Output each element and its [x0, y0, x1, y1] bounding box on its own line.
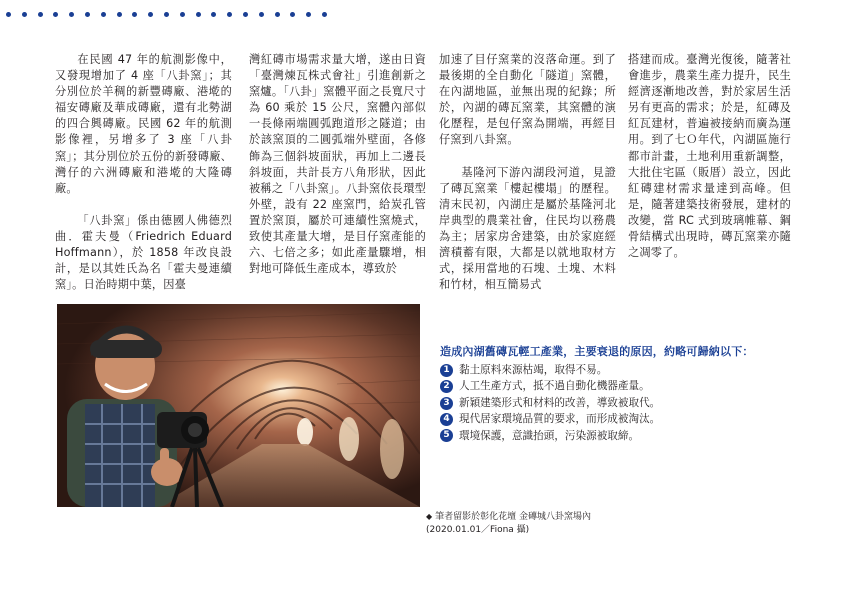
list-item [440, 362, 800, 378]
decorative-dot [211, 12, 216, 17]
caption-text: 筆者留影於彰化花壇 金磚城八卦窯場內(2020.01.01／Fiona 攝) [426, 512, 592, 535]
paragraph: 灣紅磚市場需求量大增，遂由日資「臺灣煉瓦株式會社」引進創新之窯爐。「八卦」窯體平面之長寬尺寸為 60 乘於 15 公尺，窯體內部似一長條兩端圓弧跑道形之隧道；由於該窯頂的二圓弧端外壁面，各修飾為三個斜坡面狀，再加上二邊長斜坡面，共計長方八角形狀，因此被稱之「八卦窯」。八卦窯依長環型外壁，設有 22 座窯門，給炭孔管置於窯頂，屬於可連續性窯燒式，致使其產量大增，是目仔窯產能的六、七倍之多；如此產量驟增，相對地可降低生產成本，導致於 [249, 53, 426, 276]
decorative-dot [290, 12, 295, 17]
article-column-3 [439, 52, 616, 293]
decorative-dot [132, 12, 137, 17]
reason-text: 現代居家環境品質的要求，而形成被淘汰。 [459, 413, 661, 426]
decorative-dot [69, 12, 74, 17]
list-item [440, 395, 800, 411]
decorative-dot [306, 12, 311, 17]
decorative-dot [38, 12, 43, 17]
decorative-dot [6, 12, 11, 17]
decorative-dot [148, 12, 153, 17]
paragraph: 基隆河下游內湖段河道，見證了磚瓦窯業「樓起樓塌」的歷程。清末民初，內湖庄是屬於基隆河北岸典型的農業社會，住民均以務農為主；居家房舍建築，由於家庭經濟積蓄有限，大都是以就地取材方式，採用當地的石塊、土塊、木料和竹材，相互簡易式 [439, 165, 616, 292]
number-badge-icon: 2 [440, 380, 453, 393]
reason-text: 人工生產方式，抵不過自動化機器產量。 [459, 380, 650, 393]
reason-text: 黏土原料來源枯竭，取得不易。 [459, 364, 608, 376]
caption-diamond-icon: ◆ [426, 512, 433, 521]
reason-text: 環境保護，意識抬頭，污染源被取締。 [459, 429, 640, 442]
decline-reasons-box [440, 343, 800, 444]
decorative-dot [180, 12, 185, 17]
reasons-list [440, 362, 800, 444]
decorative-dot [243, 12, 248, 17]
decorative-dot [101, 12, 106, 17]
reason-text: 新穎建築形式和材料的改善，導致被取代。 [459, 396, 661, 409]
number-badge-icon: 5 [440, 429, 453, 442]
article-column-4 [628, 52, 791, 261]
decorative-dot [275, 12, 280, 17]
decorative-dot [227, 12, 232, 17]
decorative-dot [196, 12, 201, 17]
decorative-dot [22, 12, 27, 17]
kiln-tunnel-photo [57, 304, 420, 507]
reasons-heading: 造成內湖舊磚瓦輕工產業，主要衰退的原因，約略可歸納以下： [440, 345, 754, 358]
decorative-dot [259, 12, 264, 17]
decorative-dot [85, 12, 90, 17]
number-badge-icon: 3 [440, 397, 453, 410]
list-item [440, 378, 800, 394]
article-column-2 [249, 52, 426, 277]
decorative-dot [164, 12, 169, 17]
paragraph: 搭建而成。臺灣光復後，隨著社會進步，農業生產力提升，民生經濟逐漸地改善，對於家居生活另有更高的需求；於是，紅磚及紅瓦建材，普遍被接納而廣為運用。到了七Ｏ年代，內湖區施行都市計畫，土地利用重新調整，大批住宅區（販厝）設立，因此紅磚建材需求量達到高峰。但是，隨著建築技術發展，建材的改變，當 RC 式到玻璃帷幕、鋼骨結構式出現時，磚瓦窯業亦隨之凋零了。 [628, 53, 791, 260]
decorative-dot-border [6, 12, 336, 22]
decorative-dot [117, 12, 122, 17]
photo-caption [426, 510, 626, 537]
list-item [440, 411, 800, 427]
paragraph: 加速了目仔窯業的沒落命運。到了最後期的全自動化「隧道」窯體，在內湖地區，並無出現的紀錄；所於，內湖的磚瓦窯業，其窯體的演化歷程，是包仔窯為開端，再經目仔窯到八卦窯。 [439, 53, 616, 147]
list-item [440, 428, 800, 444]
number-badge-icon: 1 [440, 364, 453, 377]
paragraph: 在民國 47 年的航測影像中，又發現增加了 4 座「八卦窯」；其分別位於羊稠的新豐磚廠、港墘的福安磚廠及華成磚廠，還有北勢湖的四合興磚廠。民國 62 年的航測影像裡，另增多了 3 座「八卦窯」；其分別位於五份的新發磚廠、灣仔的六洲磚廠和港墘的大隆磚廠。 [55, 53, 232, 195]
number-badge-icon: 4 [440, 413, 453, 426]
decorative-dot [322, 12, 327, 17]
article-column-1 [55, 52, 232, 293]
paragraph: 「八卦窯」係由德國人佛德烈曲．霍夫曼（Friedrich Eduard Hoffmann），於 1858 年改良設計，是以其姓氏為名「霍夫曼連續窯」。日治時期中葉，因臺 [55, 213, 232, 292]
decorative-dot [53, 12, 58, 17]
